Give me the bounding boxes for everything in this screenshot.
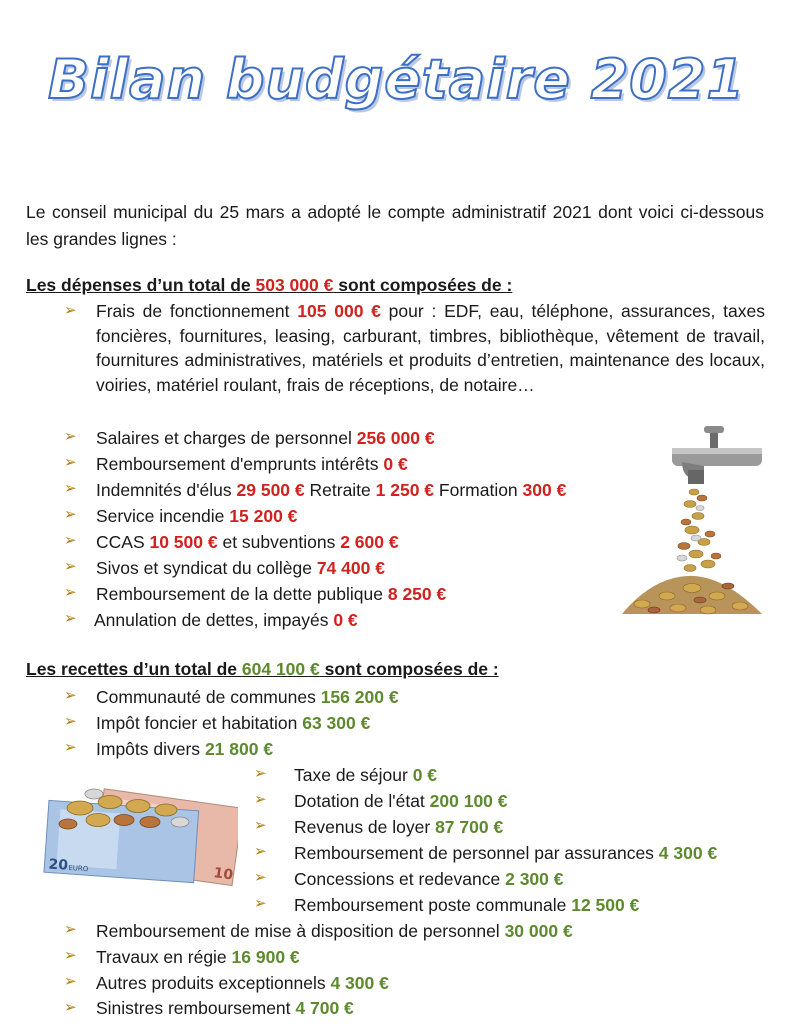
- recette-item: Communauté de communes 156 200 €: [96, 687, 399, 707]
- depense-item: Service incendie 15 200 €: [96, 506, 298, 526]
- bullet-arrow-icon: ➢: [254, 765, 267, 782]
- banknote-10-label: 10: [212, 864, 235, 884]
- bullet-arrow-icon: ➢: [64, 973, 77, 990]
- bullet-arrow-icon: ➢: [64, 506, 77, 523]
- bullet-arrow-icon: ➢: [64, 532, 77, 549]
- bullet-arrow-icon: ➢: [64, 739, 77, 756]
- depense-item: Remboursement d'emprunts intérêts 0 €: [96, 454, 408, 474]
- bullet-arrow-icon: ➢: [64, 302, 77, 319]
- bullet-arrow-icon: ➢: [64, 610, 77, 627]
- depense-item: Salaires et charges de personnel 256 000 €: [96, 428, 435, 448]
- depense-item: Sivos et syndicat du collège 74 400 €: [96, 558, 385, 578]
- bullet-arrow-icon: ➢: [254, 817, 267, 834]
- recette-item: Travaux en régie 16 900 €: [96, 947, 300, 967]
- bullet-arrow-icon: ➢: [64, 454, 77, 471]
- bullet-arrow-icon: ➢: [64, 921, 77, 938]
- bullet-arrow-icon: ➢: [254, 895, 267, 912]
- bullet-arrow-icon: ➢: [64, 687, 77, 704]
- depense-item: CCAS 10 500 € et subventions 2 600 €: [96, 532, 399, 552]
- recette-item: Sinistres remboursement 4 700 €: [96, 998, 354, 1018]
- recette-sub-item: Dotation de l'état 200 100 €: [294, 791, 508, 811]
- bullet-arrow-icon: ➢: [64, 713, 77, 730]
- recette-item: Autres produits exceptionnels 4 300 €: [96, 973, 389, 993]
- bullet-arrow-icon: ➢: [64, 947, 77, 964]
- recette-sub-item: Revenus de loyer 87 700 €: [294, 817, 504, 837]
- bullet-arrow-icon: ➢: [254, 843, 267, 860]
- depense-item: Remboursement de la dette publique 8 250 €: [96, 584, 447, 604]
- bullet-arrow-icon: ➢: [64, 999, 77, 1016]
- recette-item: Remboursement de mise à disposition de personnel 30 000 €: [96, 921, 573, 941]
- bullet-arrow-icon: ➢: [64, 584, 77, 601]
- faucet-coins-image: [612, 418, 767, 618]
- recette-sub-item: Remboursement poste communale 12 500 €: [294, 895, 640, 915]
- bullet-arrow-icon: ➢: [64, 480, 77, 497]
- bullet-arrow-icon: ➢: [64, 558, 77, 575]
- bullet-arrow-icon: ➢: [254, 791, 267, 808]
- frais-fonctionnement-item: Frais de fonctionnement 105 000 € pour : EDF, eau, téléphone, assurances, taxes foncières, fournitures, leasing, carburant, timbres, bibliothèque, vêtement de travail, fournitures administratives, matériels et produits d’entretien, maintenance des locaux, voiries, matériel roulant, frais de réceptions, de notaire…: [96, 301, 765, 395]
- depense-item: Annulation de dettes, impayés 0 €: [94, 610, 358, 630]
- recette-sub-item: Concessions et redevance 2 300 €: [294, 869, 564, 889]
- depenses-heading: Les dépenses d’un total de 503 000 € sont composées de :: [26, 275, 513, 295]
- depense-item: Indemnités d'élus 29 500 € Retraite 1 250 € Formation 300 €: [96, 480, 567, 500]
- recette-sub-item: Taxe de séjour 0 €: [294, 765, 438, 785]
- recettes-heading: Les recettes d’un total de 604 100 € sont composées de :: [26, 659, 499, 679]
- recette-item: Impôts divers 21 800 €: [96, 739, 274, 759]
- intro-paragraph: Le conseil municipal du 25 mars a adopté le compte administratif 2021 dont voici ci-dessous les grandes lignes :: [26, 202, 764, 249]
- euro-banknotes-coins-image: [38, 776, 238, 886]
- bullet-arrow-icon: ➢: [64, 428, 77, 445]
- recette-item: Impôt foncier et habitation 63 300 €: [96, 713, 371, 733]
- bullet-arrow-icon: ➢: [254, 869, 267, 886]
- recette-sub-item: Remboursement de personnel par assurances 4 300 €: [294, 843, 718, 863]
- banknote-euro-label: EURO: [68, 863, 89, 874]
- banknote-20-label: 20: [47, 856, 69, 874]
- page-title: Bilan budgétaire 2021: [47, 48, 745, 111]
